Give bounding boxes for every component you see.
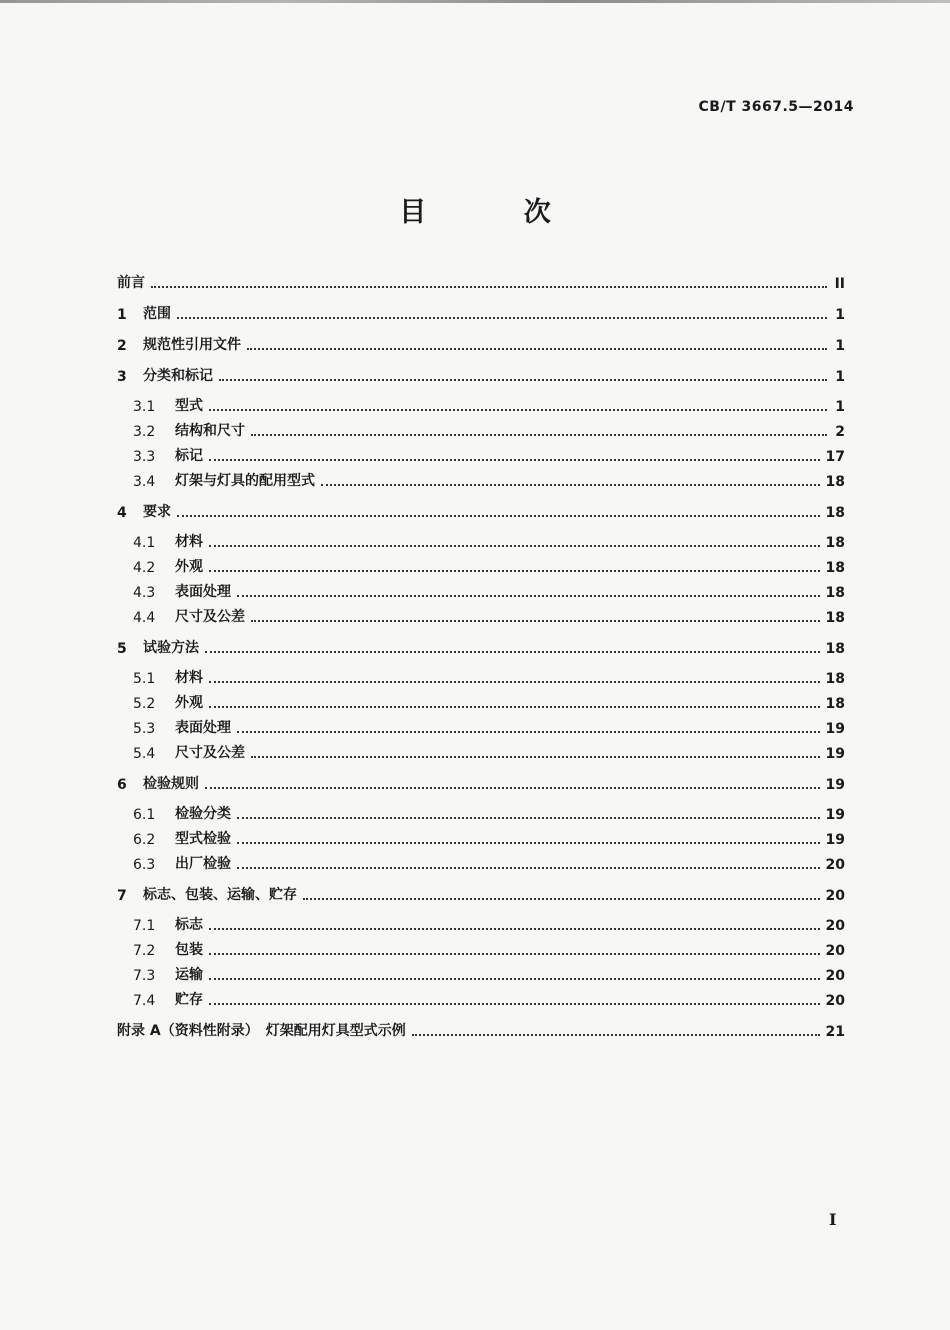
toc-entry-page: 18 [825, 696, 845, 712]
toc-entry-number: 5.1 [133, 671, 156, 687]
toc-entry[interactable] [133, 937, 845, 959]
toc-entry-page: II [834, 276, 845, 292]
toc-entry-number: 6.2 [133, 832, 156, 848]
toc-entry-number: 6.1 [133, 807, 156, 823]
toc-entry-number: 5.2 [133, 696, 156, 712]
toc-entry-page: 18 [825, 671, 845, 687]
toc-entry-title: 贮存 [175, 992, 203, 1008]
toc-entry-title: 范围 [143, 306, 171, 322]
toc-entry[interactable] [133, 443, 845, 465]
toc-entry-page: 1 [835, 338, 845, 354]
toc-entry-page: 18 [825, 535, 845, 551]
toc-entry-page: 20 [825, 918, 845, 934]
dot-leader [219, 379, 827, 381]
toc-entry-number: 5.4 [133, 746, 156, 762]
toc-entry-title: 外观 [175, 559, 203, 575]
toc-entry-number: 6.3 [133, 857, 156, 873]
toc-entry[interactable] [133, 987, 845, 1009]
toc-entry[interactable] [133, 554, 845, 576]
toc-entry[interactable] [133, 468, 845, 490]
dot-leader [209, 459, 820, 461]
toc-entry[interactable] [133, 826, 845, 848]
toc-entry[interactable] [133, 801, 845, 823]
toc-entry-page: 20 [825, 968, 845, 984]
dot-leader [209, 978, 820, 980]
dot-leader [237, 731, 820, 733]
toc-entry-title: 试验方法 [143, 640, 199, 656]
toc-entry[interactable] [133, 604, 845, 626]
dot-leader [237, 817, 820, 819]
toc-entry[interactable] [117, 270, 845, 292]
toc-entry-title: 要求 [143, 504, 171, 520]
toc-entry-page: 2 [835, 424, 845, 440]
toc-entry-number: 2 [117, 338, 127, 354]
dot-leader [209, 409, 827, 411]
toc-entry-number: 5.3 [133, 721, 156, 737]
toc-entry-page: 20 [825, 943, 845, 959]
dot-leader [205, 787, 820, 789]
toc-entry-number: 3.4 [133, 474, 156, 490]
dot-leader [151, 286, 827, 288]
toc-entry-page: 19 [825, 777, 845, 793]
toc-entry-number: 3.1 [133, 399, 156, 415]
toc-entry-number: 4 [117, 505, 127, 521]
dot-leader [251, 756, 820, 758]
dot-leader [247, 348, 827, 350]
toc-entry[interactable] [133, 962, 845, 984]
dot-leader [209, 953, 820, 955]
toc-entry[interactable] [133, 579, 845, 601]
toc-entry[interactable] [133, 912, 845, 934]
toc-entry-title: 出厂检验 [175, 856, 231, 872]
toc-entry-title: 前言 [117, 275, 145, 291]
toc-entry-title: 附录 A（资料性附录） 灯架配用灯具型式示例 [117, 1023, 406, 1039]
page-folio: I [829, 1210, 837, 1229]
dot-leader [237, 595, 820, 597]
toc-entry-page: 19 [825, 832, 845, 848]
dot-leader [209, 706, 820, 708]
toc-entry-title: 规范性引用文件 [143, 337, 241, 353]
toc-entry[interactable] [133, 418, 845, 440]
toc-entry-page: 18 [825, 641, 845, 657]
toc-entry-title: 尺寸及公差 [175, 745, 245, 761]
dot-leader [251, 434, 827, 436]
toc-entry-number: 7 [117, 888, 127, 904]
toc-entry-title: 运输 [175, 967, 203, 983]
toc-entry-number: 7.1 [133, 918, 156, 934]
toc-entry[interactable] [117, 635, 845, 657]
dot-leader [177, 317, 827, 319]
toc-entry-page: 20 [825, 857, 845, 873]
dot-leader [209, 928, 820, 930]
toc-entry-title: 检验分类 [175, 806, 231, 822]
toc-entry-page: 18 [825, 585, 845, 601]
toc-entry-title: 检验规则 [143, 776, 199, 792]
toc-entry-title: 型式检验 [175, 831, 231, 847]
toc-entry-page: 18 [825, 505, 845, 521]
toc-entry-title: 型式 [175, 398, 203, 414]
toc-entry[interactable] [117, 301, 845, 323]
toc-entry-number: 4.2 [133, 560, 156, 576]
toc-entry[interactable] [133, 665, 845, 687]
dot-leader [237, 867, 820, 869]
dot-leader [303, 898, 820, 900]
dot-leader [412, 1034, 820, 1036]
toc-entry-number: 6 [117, 777, 127, 793]
toc-entry-title: 标志 [175, 917, 203, 933]
toc-entry[interactable] [133, 715, 845, 737]
toc-entry[interactable] [133, 690, 845, 712]
toc-entry-title: 尺寸及公差 [175, 609, 245, 625]
dot-leader [251, 620, 820, 622]
toc-entry-page: 19 [825, 807, 845, 823]
toc-entry[interactable] [117, 771, 845, 793]
toc-entry-number: 7.4 [133, 993, 156, 1009]
toc-entry[interactable] [117, 332, 845, 354]
toc-entry-page: 19 [825, 721, 845, 737]
page-title: 目 次 [399, 197, 595, 228]
toc-entry-title: 灯架与灯具的配用型式 [175, 473, 315, 489]
toc-entry-page: 1 [835, 369, 845, 385]
dot-leader [321, 484, 820, 486]
toc-entry-title: 结构和尺寸 [175, 423, 245, 439]
toc-entry-title: 包装 [175, 942, 203, 958]
toc-entry-page: 21 [825, 1024, 845, 1040]
top-edge-rule [0, 0, 950, 3]
toc-entry-number: 7.3 [133, 968, 156, 984]
toc-entry[interactable] [133, 393, 845, 415]
toc-entry[interactable] [117, 499, 845, 521]
dot-leader [205, 651, 820, 653]
toc-entry-number: 7.2 [133, 943, 156, 959]
toc-entry-number: 5 [117, 641, 127, 657]
dot-leader [177, 515, 820, 517]
dot-leader [209, 681, 820, 683]
dot-leader [209, 570, 820, 572]
toc-entry-page: 18 [825, 610, 845, 626]
toc-entry[interactable] [117, 1018, 845, 1040]
toc-entry[interactable] [117, 363, 845, 385]
toc-entry[interactable] [133, 740, 845, 762]
toc-entry-page: 19 [825, 746, 845, 762]
toc-entry-page: 20 [825, 993, 845, 1009]
toc-entry-page: 20 [825, 888, 845, 904]
dot-leader [209, 545, 820, 547]
toc-entry-page: 18 [825, 560, 845, 576]
toc-entry-page: 1 [835, 307, 845, 323]
toc-entry-number: 3.2 [133, 424, 156, 440]
toc-entry-title: 表面处理 [175, 584, 231, 600]
toc-entry-number: 4.4 [133, 610, 156, 626]
toc-entry-number: 4.3 [133, 585, 156, 601]
standard-code: CB/T 3667.5—2014 [698, 99, 854, 115]
toc-entry-title: 分类和标记 [143, 368, 213, 384]
dot-leader [237, 842, 820, 844]
toc-entry[interactable] [133, 529, 845, 551]
toc-entry-number: 1 [117, 307, 127, 323]
toc-entry-title: 外观 [175, 695, 203, 711]
toc-entry-page: 1 [835, 399, 845, 415]
toc-entry-page: 18 [825, 474, 845, 490]
toc-entry-number: 4.1 [133, 535, 156, 551]
dot-leader [209, 1003, 820, 1005]
toc-entry-page: 17 [825, 449, 845, 465]
toc-entry-title: 材料 [175, 534, 203, 550]
toc-entry-number: 3 [117, 369, 127, 385]
toc-entry-number: 3.3 [133, 449, 156, 465]
toc-entry[interactable] [117, 882, 845, 904]
toc-entry[interactable] [133, 851, 845, 873]
toc-entry-title: 标记 [175, 448, 203, 464]
toc-entry-title: 材料 [175, 670, 203, 686]
toc-entry-title: 表面处理 [175, 720, 231, 736]
toc-entry-title: 标志、包装、运输、贮存 [143, 887, 297, 903]
